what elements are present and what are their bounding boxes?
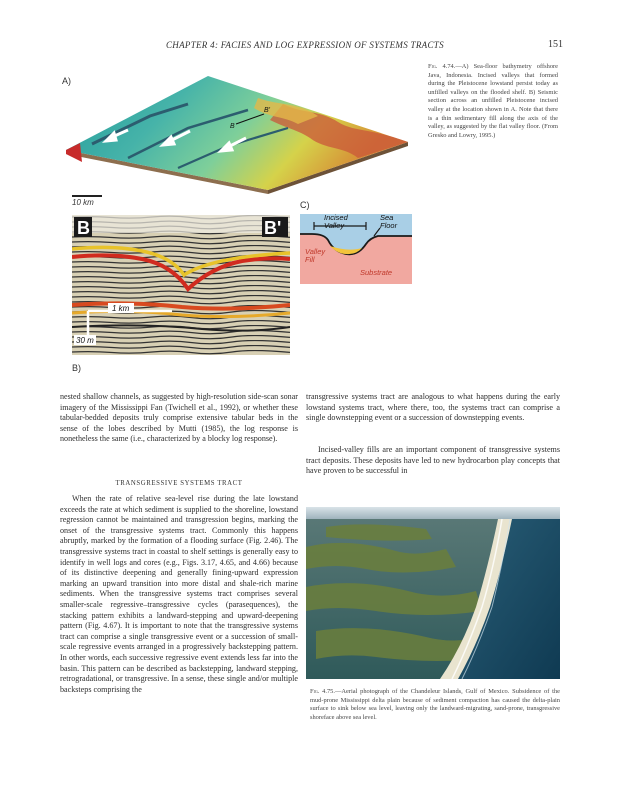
panel-a-label: A) <box>62 76 71 86</box>
section-label-b: B <box>77 218 90 238</box>
figure-475-caption <box>310 688 560 722</box>
right-column-para-1: transgressive systems tract are analogous to what happens during the early lowstand systems tract, where there, too, the systems tract can comprise a single downstepping event or a succession of downstepping events. <box>306 392 560 423</box>
sketch-label-incised-valley: Incised Valley <box>324 213 348 230</box>
scale-b-horizontal-label: 1 km <box>112 304 130 313</box>
scale-bar-a-label: 10 km <box>72 198 94 207</box>
map-marker-b: B <box>230 123 235 130</box>
page-number: 151 <box>548 39 563 50</box>
aerial-photograph <box>306 507 560 679</box>
left-column-para-2: When the rate of relative sea-level rise during the late lowstand exceeds the rate at which sediment is supplied to the shoreline, lowstand regression cannot be maintained and transgression begins, marking the onset of the transgressive systems tract. Commonly this happens abruptly, marked by the formation of a flooding surface (Fig. 2.46). The transgressive systems tract in coastal to shelf settings is generally easy to identify in well logs and cores (e.g., Figs. 3.17, 4.65, and 4.66) because of its distinctive deepening and generally fining-upward expression marking an upward transition into more distal and shale-rich marine sediments. When the transgressive systems tract comprises several smaller-scale regressive–transgressive cycles (parasequences), the stacking pattern exhibits a landward-stepping and upward-deepening pattern (Fig. 4.67). It is important to note that the transgressive systems tract can comprise a single transgressive event or a succession of small-scale regressive events arranged in a progressively backstepping pattern. In other words, each successive regressive event extends less far into the basin. This pattern can be described as backstepping, landward stepping, retrogradational, or transgressive. In a sense, these single and/or multiple backsteps comprising the <box>60 494 298 694</box>
sketch-label-valley-fill: Valley Fill <box>305 247 326 264</box>
section-label-b-prime: B' <box>264 218 282 238</box>
sketch-label-sea-floor: Sea Floor <box>380 213 398 230</box>
right-column-para-2: Incised-valley fills are an important component of transgressive systems tract deposits. These deposits have led to new hydrocarbon play concepts that have proven to be successful in <box>306 445 560 476</box>
left-column-para-1: nested shallow channels, as suggested by high-resolution side-scan sonar imagery of the Mississippi Fan (Twichell et al., 1992), or whether these tabular-bedded deposits truly comprise extensive tabular beds in the sense of the lobes described by Mutti (1985), the log response is nonetheless the same (i.e., characterized by a blocky log response). <box>60 392 298 444</box>
scale-bar-a <box>72 195 102 197</box>
running-header: CHAPTER 4: FACIES AND LOG EXPRESSION OF SYSTEMS TRACTS <box>166 40 444 50</box>
figure-474-caption <box>428 63 558 140</box>
seismic-section <box>72 215 290 355</box>
figure-475-caption-label: Fig. 4.75. <box>310 688 335 695</box>
sky-haze <box>306 507 560 519</box>
sketch-label-substrate: Substrate <box>360 268 393 277</box>
scale-b-vertical-label: 30 m <box>76 336 94 345</box>
figure-475-caption-text: —Aerial photograph of the Chandeleur Islands, Gulf of Mexico. Subsidence of the mud-prone Mississippi delta plain because of sediment compaction has caused the delta-plain surface to sink below sea level, leaving only the landward-migrating, sand-prone, transgressive shoreface above sea level. <box>310 688 560 721</box>
section-heading-transgressive: TRANSGRESSIVE SYSTEMS TRACT <box>115 480 243 487</box>
panel-b-label: B) <box>72 363 81 373</box>
panel-c-label: C) <box>300 200 310 210</box>
figure-474-caption-label: Fig. 4.74. <box>428 63 456 70</box>
bathymetry-block-diagram <box>58 58 414 194</box>
figure-474-caption-text: —A) Sea-floor bathymetry offshore Java, Indonesia. Incised valleys that formed during the Pleistocene lowstand persist today as unfilled valleys on the flooded shelf. B) Seismic section across an unfilled Pleistocene incised valley at the location shown in A. Note that there is a thin sedimentary fill along the axis of the valley, as suggested by the flat valley floor. (From Gresko and Lowry, 1995.) <box>428 63 558 139</box>
seismic-reflectors <box>72 215 290 355</box>
map-marker-b-prime: B' <box>264 107 271 114</box>
